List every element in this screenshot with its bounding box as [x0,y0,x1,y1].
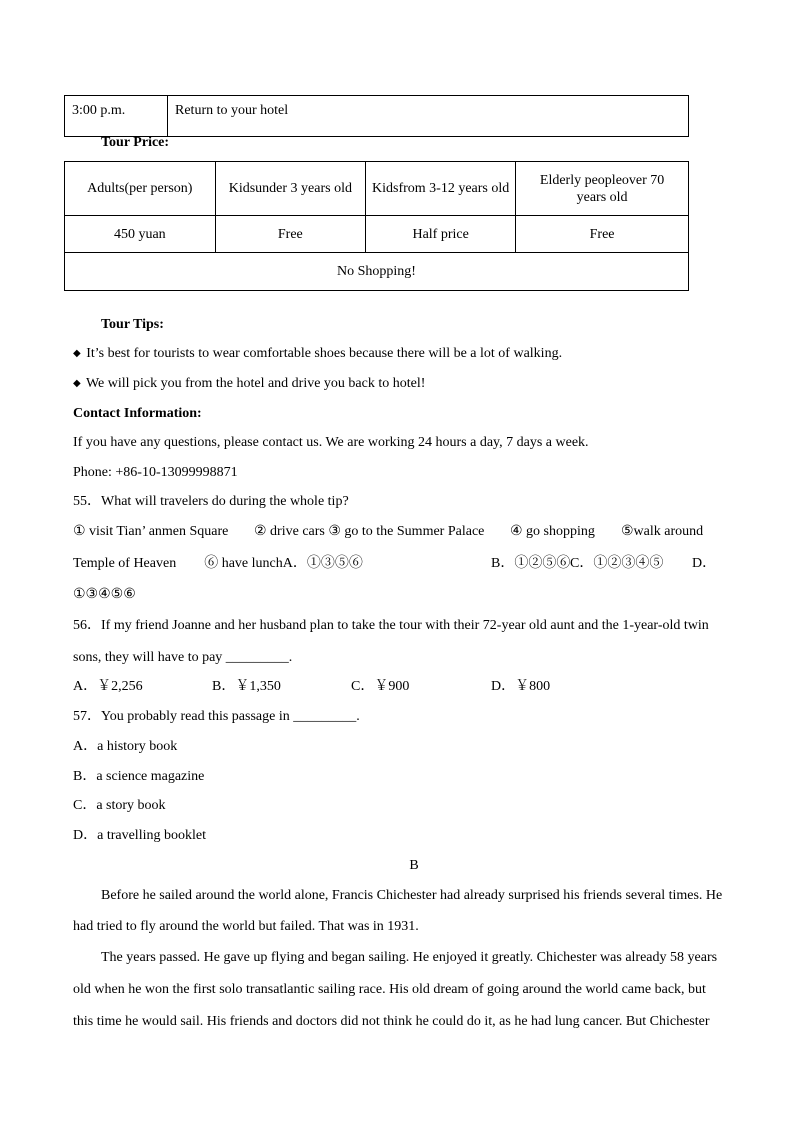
contact-heading: Contact Information: [73,406,202,421]
question-57: 57．You probably read this passage in _________. [73,709,360,724]
q57-option-c: C．a story book [73,798,166,813]
tip-item [73,345,562,364]
q55-item: ① visit Tian’ anmen Square [73,524,229,539]
contact-text: If you have any questions, please contact us. We are working 24 hours a day, 7 days a week. [73,435,589,450]
schedule-table [64,95,689,137]
diamond-bullet-icon: ◆ [73,378,81,389]
price-elderly: Free [516,216,689,253]
table-row [65,253,689,291]
q55-option-d: D． [692,556,717,571]
section-label: B [409,858,419,873]
price-adults: 450 yuan [65,216,216,253]
price-3to12: Half price [366,216,516,253]
q55-item: ④ go shopping [510,524,595,539]
passage-line: The years passed. He gave up flying and began sailing. He enjoyed it greatly. Chichester was already 58 years [101,950,718,965]
tip-text: It’s best for tourists to wear comfortable shoes because there will be a lot of walking. [86,346,563,361]
diamond-bullet-icon: ◆ [73,348,81,359]
passage-line: had tried to fly around the world but failed. That was in 1931. [73,919,419,934]
contact-phone: Phone: +86-10-13099998871 [73,465,238,480]
q55-option-c: C．①②③④⑤ [570,556,664,571]
q56-options [73,678,551,696]
schedule-activity: Return to your hotel [168,96,689,137]
tip-item [73,375,425,394]
price-header-adults: Adults(per person) [65,162,216,216]
passage-line: this time he would sail. His friends and doctors did not think he could do it, as he had lung cancer. But Chichester [73,1014,710,1029]
price-under3: Free [215,216,365,253]
q55-item: ② drive cars ③ go to the Summer Palace [254,524,485,539]
q57-option-d: D．a travelling booklet [73,828,206,843]
q57-option-b: B．a science magazine [73,769,205,784]
price-header-under3: Kidsunder 3 years old [215,162,365,216]
price-header-elderly: Elderly peopleover 70 years old [516,162,689,216]
q56-option-d: D．￥800 [491,679,551,694]
question-56-cont: sons, they will have to pay _________. [73,650,293,665]
schedule-time: 3:00 p.m. [65,96,168,137]
price-header-3to12: Kidsfrom 3-12 years old [366,162,516,216]
question-56: 56．If my friend Joanne and her husband plan to take the tour with their 72-year old aunt and the 1-year-old twin [73,618,709,633]
q55-line3: ①③④⑤⑥ [73,587,136,602]
tip-text: We will pick you from the hotel and drive you back to hotel! [85,376,426,391]
q55-items: Temple of Heaven ⑥ have lunchA．①③⑤⑥ [73,556,363,571]
q55-line1 [73,523,704,541]
question-55: 55．What will travelers do during the whole tip? [73,494,349,509]
q56-option-a: A．￥2,256 [73,679,143,694]
table-row [65,162,689,216]
passage-line: Before he sailed around the world alone, Francis Chichester had already surprised his friends several times. He [101,888,723,903]
q55-option-b: B．①②⑤⑥ [491,556,571,571]
table-row [65,96,689,137]
tour-price-heading: Tour Price: [101,135,170,150]
q56-option-c: C．￥900 [351,679,410,694]
q57-option-a: A．a history book [73,739,178,754]
passage-line: old when he won the first solo transatlantic sailing race. His old dream of going around the world came back, but [73,982,706,997]
price-table [64,161,689,291]
price-note: No Shopping! [65,253,689,291]
q56-option-b: B．￥1,350 [212,679,281,694]
q55-line2 [73,555,717,573]
q55-item: ⑤walk around [621,524,704,539]
table-row [65,216,689,253]
tour-tips-heading: Tour Tips: [101,317,164,332]
